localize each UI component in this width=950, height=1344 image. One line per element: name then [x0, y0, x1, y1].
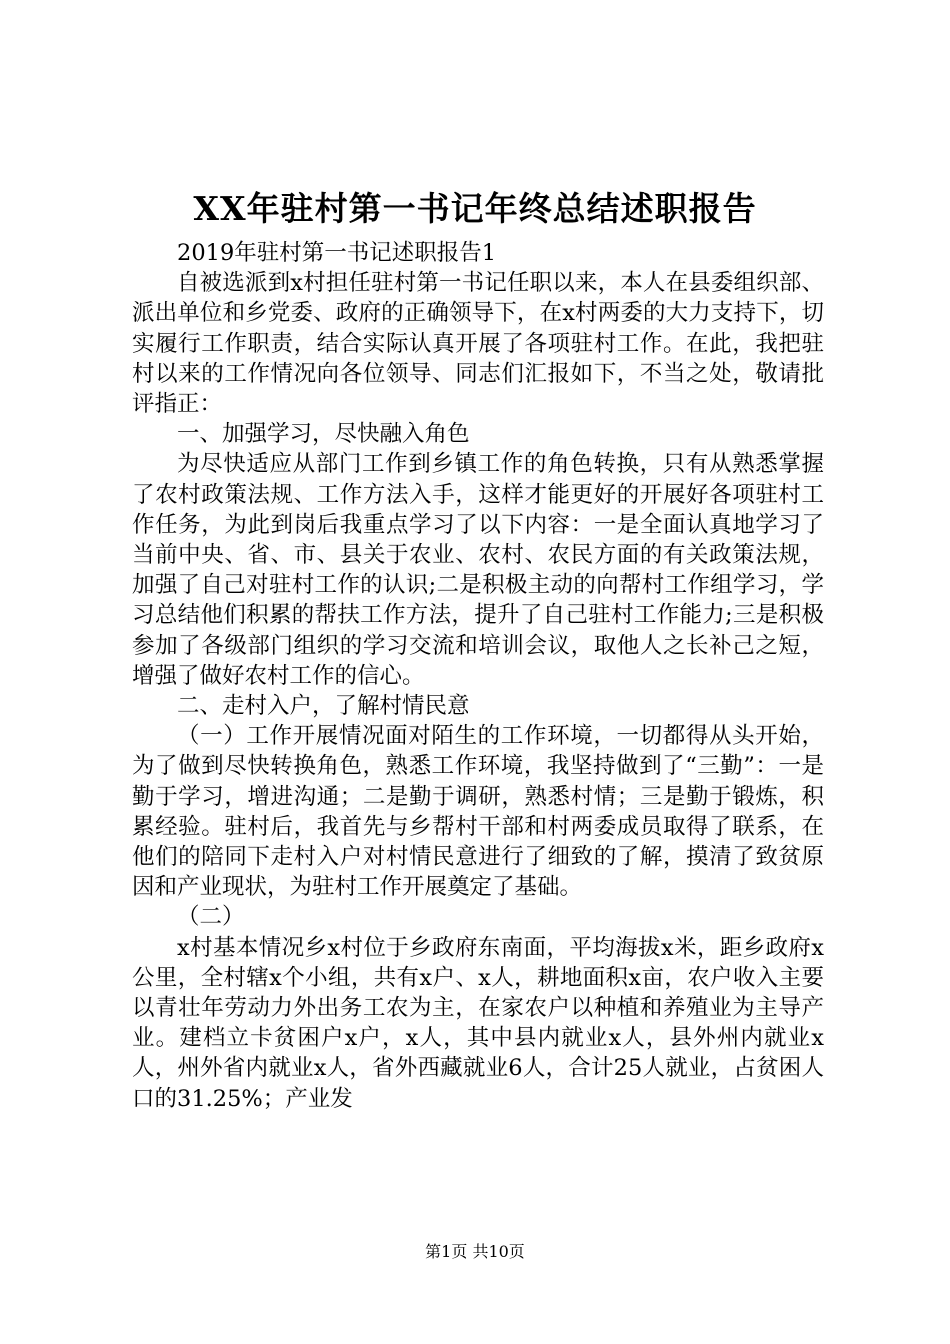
page-footer: 第1页 共10页 [425, 1242, 525, 1261]
section-heading-2: 二、走村入户，了解村情民意 [177, 693, 470, 720]
paragraph-work-status: （一）工作开展情况面对陌生的工作环境，一切都得从头开始，为了做到尽快转换角色，熟悉工作环境，我坚持做到了“三勤”：一是勤于学习，增进沟通；二是勤于调研，熟悉村情；三是勤于锻炼，积累经验。驻村后，我首先与乡帮村干部和村两委成员取得了联系，在他们的陪同下走村入户对村情民意进行了细致的了解，摸清了致贫原因和产业现状，为驻村工作开展奠定了基础。 [132, 723, 824, 901]
paragraph-subtitle: 2019年驻村第一书记述职报告1 [177, 240, 497, 266]
document-body [132, 238, 824, 1114]
paragraph-intro: 自被选派到x村担任驻村第一书记任职以来，本人在县委组织部、派出单位和乡党委、政府的正确领导下，在x村两委的大力支持下，切实履行工作职责，结合实际认真开展了各项驻村工作。在此，我把驻村以来的工作情况向各位领导、同志们汇报如下，不当之处，敬请批评指正： [132, 270, 824, 418]
paragraph-village-info: x村基本情况乡x村位于乡政府东南面，平均海拔x米，距乡政府x公里，全村辖x个小组，共有x户、x人，耕地面积x亩，农户收入主要以青壮年劳动力外出务工农为主，在家农户以种植和养殖业为主导产业。建档立卡贫困户x户，x人，其中县内就业x人，县外州内就业x人，州外省内就业x人，省外西藏就业6人，合计25人就业，占贫困人口的31.25%；产业发 [132, 934, 824, 1112]
paragraph-study: 为尽快适应从部门工作到乡镇工作的角色转换，只有从熟悉掌握了农村政策法规、工作方法入手，这样才能更好的开展好各项驻村工作任务，为此到岗后我重点学习了以下内容：一是全面认真地学习了当前中央、省、市、县关于农业、农村、农民方面的有关政策法规，加强了自己对驻村工作的认识;二是积极主动的向帮村工作组学习，学习总结他们积累的帮扶工作方法，提升了自己驻村工作能力;三是积极参加了各级部门组织的学习交流和培训会议，取他人之长补己之短，增强了做好农村工作的信心。 [132, 451, 824, 689]
document-title: XX年驻村第一书记年终总结述职报告 [193, 189, 757, 228]
section-heading-1: 一、加强学习，尽快融入角色 [177, 421, 470, 448]
paragraph-subheading-2: （二） [177, 904, 245, 931]
